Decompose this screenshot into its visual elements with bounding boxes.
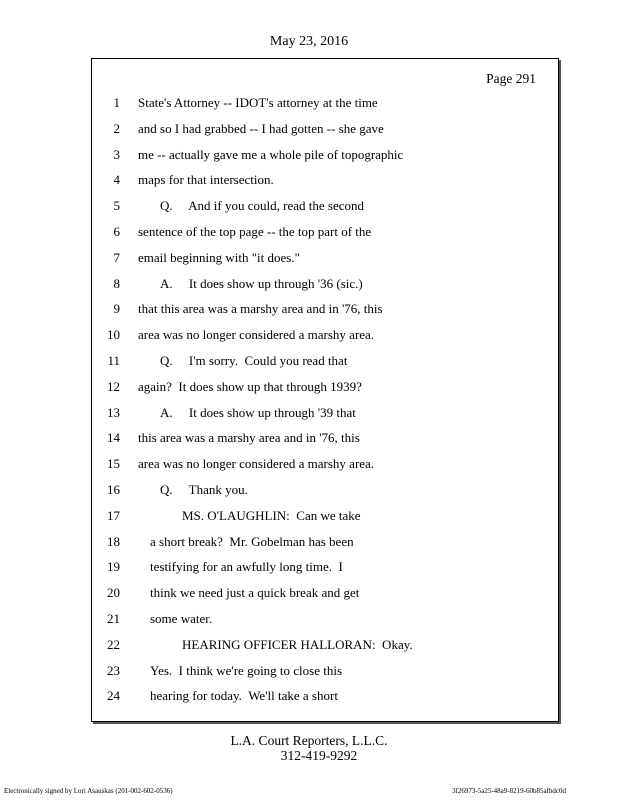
line-number: 20	[107, 585, 120, 601]
line-number: 11	[107, 353, 120, 368]
line-text: Q. And if you could, read the second	[160, 198, 364, 214]
transcript-line	[92, 121, 552, 141]
line-number: 3	[113, 146, 120, 162]
signature-right: 3f26973-5a25-48a9-8219-60b85afbdc0d	[452, 787, 566, 795]
line-text: me -- actually gave me a whole pile of topographic	[138, 146, 404, 162]
transcript-line	[92, 534, 552, 554]
footer-company: L.A. Court Reporters, L.L.C.	[230, 733, 388, 748]
line-text: sentence of the top page -- the top part of the	[138, 224, 372, 239]
transcript-line	[92, 379, 552, 399]
transcript-line	[92, 353, 552, 373]
transcript-page	[91, 58, 559, 722]
line-number: 4	[113, 172, 120, 188]
line-text: MS. O'LAUGHLIN: Can we take	[182, 507, 361, 523]
transcript-line	[92, 482, 552, 502]
line-number: 13	[107, 404, 120, 420]
line-text: hearing for today. We'll take a short	[150, 688, 338, 704]
line-text: Q. Thank you.	[160, 482, 248, 497]
line-number: 18	[107, 533, 120, 549]
line-text: Q. I'm sorry. Could you read that	[160, 353, 348, 368]
transcript-line	[92, 172, 552, 192]
transcript-line	[92, 508, 552, 528]
line-text: State's Attorney -- IDOT's attorney at the time	[138, 95, 378, 110]
line-text: testifying for an awfully long time. I	[150, 559, 343, 575]
transcript-line	[92, 301, 552, 321]
transcript-line	[92, 224, 552, 244]
line-number: 7	[113, 249, 120, 265]
line-number: 24	[107, 688, 120, 704]
transcript-line	[92, 663, 552, 683]
line-text: think we need just a quick break and get	[150, 585, 360, 601]
transcript-line	[92, 276, 552, 296]
transcript-line	[92, 250, 552, 270]
line-text: that this area was a marshy area and in '76, this	[138, 301, 383, 317]
line-text: and so I had grabbed -- I had gotten -- she gave	[138, 120, 384, 136]
line-number: 10	[107, 327, 120, 343]
line-number: 9	[113, 301, 120, 317]
line-number: 21	[107, 611, 120, 626]
transcript-line	[92, 405, 552, 425]
line-text: area was no longer considered a marshy area.	[138, 327, 375, 343]
line-text: A. It does show up through '39 that	[160, 404, 356, 420]
line-number: 15	[107, 456, 120, 472]
line-number: 17	[107, 507, 120, 523]
transcript-line	[92, 430, 552, 450]
transcript-line	[92, 198, 552, 218]
line-number: 19	[107, 559, 120, 575]
line-number: 23	[107, 662, 120, 678]
line-text: a short break? Mr. Gobelman has been	[150, 533, 354, 549]
header-date: May 23, 2016	[269, 34, 349, 49]
line-number: 5	[113, 198, 120, 214]
line-number: 1	[113, 95, 120, 110]
footer-phone: 312-419-9292	[280, 748, 358, 763]
line-number: 22	[107, 636, 120, 652]
line-text: again? It does show up that through 1939?	[138, 378, 362, 394]
transcript-line	[92, 611, 552, 631]
line-text: HEARING OFFICER HALLORAN: Okay.	[182, 636, 413, 652]
line-text: this area was a marshy area and in '76, this	[138, 430, 360, 446]
line-text: maps for that intersection.	[138, 172, 274, 188]
transcript-line	[92, 327, 552, 347]
line-text: Yes. I think we're going to close this	[150, 662, 343, 678]
line-text: some water.	[150, 611, 213, 626]
page-number: Page 291	[486, 71, 536, 86]
transcript-line	[92, 456, 552, 476]
transcript-line	[92, 95, 552, 115]
line-number: 8	[113, 275, 120, 291]
transcript-line	[92, 637, 552, 657]
line-text: email beginning with "it does."	[138, 249, 300, 265]
line-number: 14	[107, 430, 120, 446]
line-number: 2	[113, 120, 120, 136]
line-text: area was no longer considered a marshy area.	[138, 456, 375, 472]
signature-left: Electronically signed by Lori Asauskas (201-002-602-0536)	[4, 787, 173, 795]
transcript-line	[92, 585, 552, 605]
line-number: 16	[107, 482, 120, 497]
line-text: A. It does show up through '36 (sic.)	[160, 275, 363, 291]
line-number: 12	[107, 378, 120, 394]
transcript-line	[92, 688, 552, 708]
line-number: 6	[113, 224, 120, 239]
transcript-line	[92, 147, 552, 167]
transcript-line	[92, 559, 552, 579]
